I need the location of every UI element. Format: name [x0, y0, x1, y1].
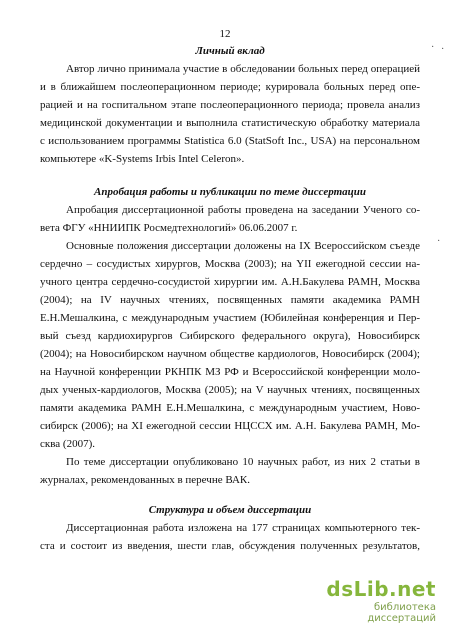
paragraph-line: Основные положения диссертации доложены на IX Всероссийском съезде	[66, 240, 420, 252]
paragraph-line: По теме диссертации опубликовано 10 научных работ, из них 2 статьи в	[66, 456, 420, 468]
paragraph-line: журналах, рекомендованных в перечне ВАК.	[40, 474, 251, 486]
page-number: 12	[219, 28, 231, 40]
paragraph-line: (2004); на IV научных чтениях, посвященных памяти академика РАМН	[40, 294, 420, 306]
paragraph-line: рацией и на госпитальном этапе послеоперационного периода; провела анализ	[40, 99, 420, 111]
heading-structure: Структура и объем диссертации	[148, 504, 312, 516]
paragraph-line: (2004); на Новосибирском научном обществе кардиологов, Новосибирск (2004);	[40, 348, 420, 360]
paragraph-line: медицинской документации и выполнила статистическую обработку материала	[40, 117, 420, 129]
paragraph-line: Апробация диссертационной работы проведена на заседании Ученого со-	[66, 204, 420, 216]
paragraph-line: ста и состоит из введения, шести глав, обсуждения полученных результатов,	[40, 540, 420, 552]
scan-speck: ·	[431, 42, 435, 53]
scan-speck: ·	[441, 44, 445, 55]
watermark-subtitle: библиотека диссертаций	[367, 602, 436, 624]
paragraph-line: и в ближайшем послеоперационном периоде; курировала больных перед опе-	[40, 81, 420, 93]
paragraph-line: на Научной конференции РКНПК МЗ РФ и Всероссийской конференции моло-	[40, 366, 420, 378]
paragraph-line: дых ученых-кардиологов, Москва (2005); на V научных чтениях, посвященных	[40, 384, 420, 396]
paragraph-line: памяти академика РАМН Е.Н.Мешалкина, с международным участием, Ново-	[40, 402, 420, 414]
paragraph-line: вета ФГУ «ННИИПК Росмедтехнологий» 06.06.2007 г.	[40, 222, 298, 234]
paragraph-line: Автор лично принимала участие в обследовании больных перед операцией	[66, 63, 420, 75]
paragraph-line: сердечно – сосудистых хирургов, Москва (2003); на YII ежегодной сессии на-	[40, 258, 420, 270]
paragraph-line: учного центра сердечно-сосудистой хирургии им. А.Н.Бакулева РАМН, Москва	[40, 276, 420, 288]
paragraph-line: с использованием программы Statistica 6.0 (StatSoft Inc., USA) на персональном	[40, 135, 420, 147]
watermark-logo	[306, 577, 436, 624]
heading-personal-contribution: Личный вклад	[195, 45, 265, 57]
paragraph-line: вый съезд кардиохирургов Сибирского федерального округа), Новосибирск	[40, 330, 420, 342]
paragraph-line: сибирск (2006); на XI ежегодной сессии НЦССХ им. А.Н. Бакулева РАМН, Мо-	[40, 420, 420, 432]
paragraph-line: компьютере «K-Systems Irbis Intel Celeron».	[40, 153, 245, 165]
scan-speck: ·	[437, 236, 441, 247]
paragraph-line: Диссертационная работа изложена на 177 страницах компьютерного тек-	[66, 522, 420, 534]
paragraph-line: Е.Н.Мешалкина, с международным участием (Юбилейная конференция и Пер-	[40, 312, 420, 324]
paragraph-line: сква (2007).	[40, 438, 95, 450]
watermark-brand: dsLib.net	[326, 577, 436, 601]
heading-approbation: Апробация работы и публикации по теме диссертации	[93, 186, 367, 198]
